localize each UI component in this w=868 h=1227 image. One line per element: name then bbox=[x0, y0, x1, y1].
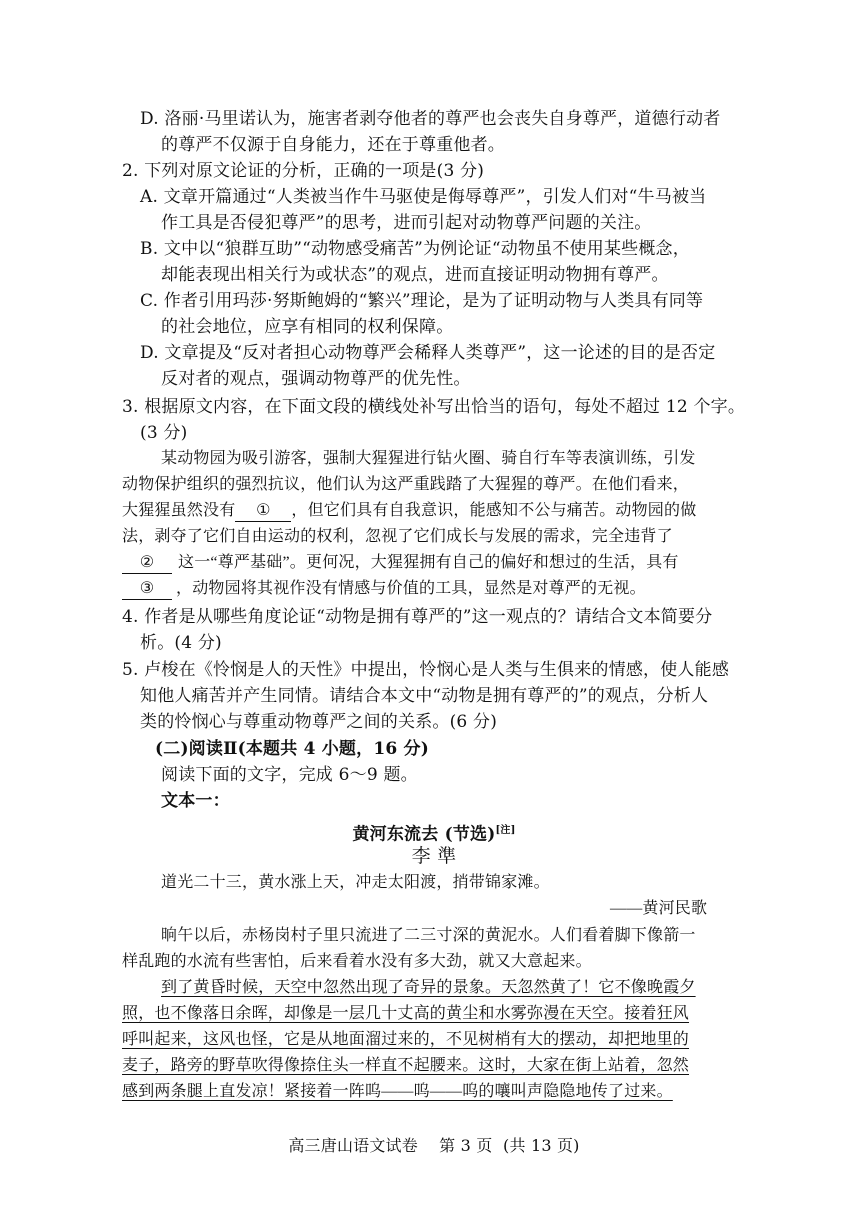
q2-option-a-line1: A. 文章开篇通过“人类被当作牛马驱使是侮辱尊严”，引发人们对“牛马被当 bbox=[140, 187, 707, 207]
q4-line1: 4. 作者是从哪些角度论证“动物是拥有尊严的”这一观点的？请结合文本简要分 bbox=[122, 607, 713, 627]
q5-line1: 5. 卢梭在《怜悯是人的天性》中提出，怜悯心是人类与生俱来的情感，使人能感 bbox=[122, 660, 730, 680]
q3-stem-line2: (3 分) bbox=[140, 423, 188, 443]
q3-passage-line2: 动物保护组织的强烈抗议，他们认为这严重践踏了大猩猩的尊严。在他们看来， bbox=[122, 476, 690, 493]
story-underlined-line2: 照，也不像落日余晖，却像是一层几十丈高的黄尘和水雾弥漫在天空。接着狂风 bbox=[122, 1005, 690, 1022]
q5-line3: 类的怜悯心与尊重动物尊严之间的关系。(6 分) bbox=[140, 712, 498, 732]
q3-passage-line1: 某动物园为吸引游客，强制大猩猩进行钻火圈、骑自行车等表演训练，引发 bbox=[161, 450, 696, 467]
q3-passage-line5 bbox=[122, 550, 679, 576]
story-underlined-line5: 感到两条腿上直发凉！紧接着一阵呜——呜——呜的嚷叫声隐隐地传了过来。 bbox=[122, 1083, 673, 1100]
q1-option-d-line1: D. 洛丽·马里诺认为，施害者剥夺他者的尊严也会丧失自身尊严，道德行动者 bbox=[140, 109, 721, 129]
section-2-instruction: 阅读下面的文字，完成 6～9 题。 bbox=[161, 765, 418, 785]
q2-stem: 2. 下列对原文论证的分析，正确的一项是(3 分) bbox=[122, 161, 485, 181]
text-one-label: 文本一： bbox=[161, 791, 230, 811]
story-underlined-line4: 麦子，路旁的野草吹得像捺住头一样直不起腰来。这时，大家在街上站着，忽然 bbox=[122, 1057, 690, 1074]
q3-stem-line1: 3. 根据原文内容，在下面文段的横线处补写出恰当的语句，每处不超过 12 个字。 bbox=[122, 397, 746, 417]
q3-passage-line6-end: ，动物园将其视作没有情感与价值的工具，显然是对尊严的无视。 bbox=[176, 580, 646, 597]
q5-line2: 知他人痛苦并产生同情。请结合本文中“动物是拥有尊严的”的观点，分析人 bbox=[140, 686, 709, 706]
q1-option-d-line2: 的尊严不仅源于自身能力，还在于尊重他者。 bbox=[161, 135, 505, 155]
q2-option-b-line2: 却能表现出相关行为或状态”的观点，进而直接证明动物拥有尊严。 bbox=[161, 265, 669, 285]
q2-option-a-line2: 作工具是否侵犯尊严”的思考，进而引起对动物尊严问题的关注。 bbox=[161, 213, 652, 233]
q3-passage-line5-end: 这一“尊严基础”。更何况，大猩猩拥有自己的偏好和想过的生活，具有 bbox=[178, 554, 679, 571]
story-paragraph1-line1: 晌午以后，赤杨岗村子里只流进了二三寸深的黄泥水。人们看着脚下像箭一 bbox=[161, 927, 696, 944]
q3-passage-line3 bbox=[122, 498, 696, 524]
page-footer: 高三唐山语文试卷 第 3 页 (共 13 页) bbox=[288, 1136, 580, 1155]
q3-passage-line4: 法，剥夺了它们自由运动的权利，忽视了它们成长与发展的需求，完全违背了 bbox=[122, 528, 673, 545]
story-title-note: [注] bbox=[495, 825, 516, 836]
q2-option-d-line1: D. 文章提及“反对者担心动物尊严会稀释人类尊严”，这一论述的目的是否定 bbox=[140, 343, 716, 363]
q3-blank-3[interactable]: ③ bbox=[122, 579, 172, 600]
section-2-heading: (二)阅读Ⅱ(本题共 4 小题，16 分) bbox=[155, 739, 429, 759]
q3-passage-line6 bbox=[122, 576, 646, 602]
story-underlined-line1: 到了黄昏时候，天空中忽然出现了奇异的景象。天忽然黄了！它不像晚霞夕 bbox=[161, 979, 696, 996]
q4-line2: 析。(4 分) bbox=[140, 633, 222, 653]
q2-option-c-line2: 的社会地位，应享有相同的权利保障。 bbox=[161, 317, 454, 337]
story-underlined-line3: 呼叫起来，这风也怪，它是从地面溜过来的，不见树梢有大的摆动，却把地里的 bbox=[122, 1031, 690, 1048]
q2-option-b-line1: B. 文中以“狼群互助”“动物感受痛苦”为例论证“动物虽不使用某些概念， bbox=[140, 239, 690, 259]
story-author: 李 準 bbox=[411, 845, 457, 867]
story-title-text: 黄河东流去 (节选) bbox=[352, 824, 496, 845]
q2-option-c-line1: C. 作者引用玛莎·努斯鲍姆的“繁兴”理论，是为了证明动物与人类具有同等 bbox=[140, 291, 704, 311]
folk-song-verse: 道光二十三，黄水涨上天，冲走太阳渡，捎带锦家滩。 bbox=[161, 874, 550, 891]
q3-blank-2[interactable]: ② bbox=[122, 553, 172, 574]
q3-blank-1[interactable]: ① bbox=[235, 501, 291, 522]
story-paragraph1-line2: 样乱跑的水流有些害怕，后来看着水没有多大劲，就又大意起来。 bbox=[122, 953, 592, 970]
q3-passage-line3-start: 大猩猩虽然没有 bbox=[122, 502, 236, 519]
q2-option-d-line2: 反对者的观点，强调动物尊严的优先性。 bbox=[161, 369, 471, 389]
q3-passage-line3-end: ，但它们具有自我意识，能感知不公与痛苦。动物园的做 bbox=[291, 502, 697, 519]
folk-song-source: ——黄河民歌 bbox=[610, 900, 708, 917]
